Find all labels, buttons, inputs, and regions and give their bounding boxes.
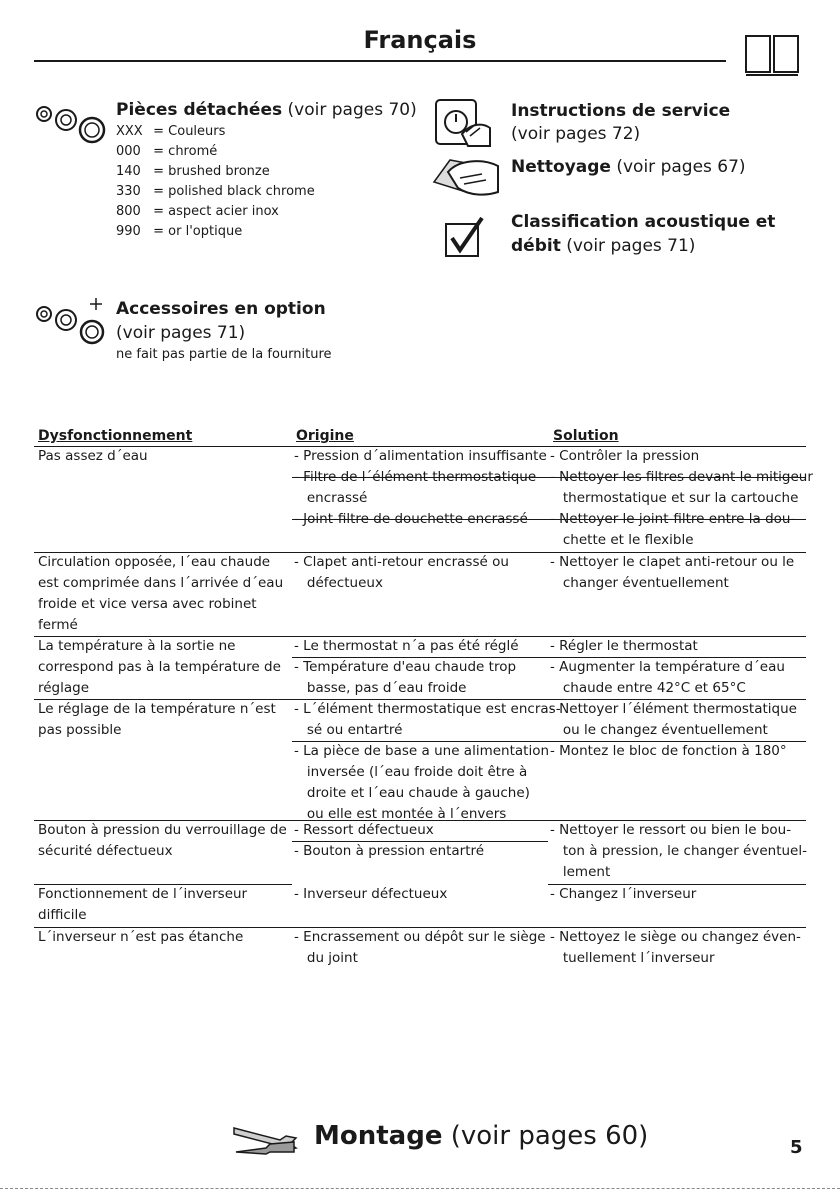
spare-parts-ref: (voir pages 70): [282, 100, 417, 120]
table-cell-line: - Température d'eau chaude trop: [294, 659, 517, 675]
table-cell-line: - Nettoyer le clapet anti-retour ou le: [550, 554, 795, 570]
table-cell-line: du joint: [294, 950, 358, 966]
table-cell: [38, 446, 288, 467]
montage-title: Montage: [314, 1121, 443, 1151]
table-cell-line: défectueux: [294, 575, 383, 591]
table-cell: [550, 509, 806, 551]
table-cell: [38, 820, 288, 862]
table-cell-line: ou elle est montée à l´envers: [294, 806, 507, 822]
table-cell-line: encrassé: [294, 490, 368, 506]
spare-parts-heading: [116, 100, 417, 120]
table-cell-line: - Nettoyer les filtres devant le mitigeur: [550, 469, 813, 485]
table-cell-line: - Augmenter la température d´eau: [550, 659, 785, 675]
accessories-icon: [34, 296, 106, 346]
row-divider: [34, 927, 806, 928]
table-cell: [38, 699, 288, 741]
table-cell: [550, 884, 806, 905]
table-cell: [550, 552, 806, 594]
table-cell: [550, 657, 806, 699]
row-divider: [34, 552, 806, 553]
table-cell: [294, 657, 548, 699]
spare-parts-title: Pièces détachées: [116, 100, 283, 120]
row-divider: [292, 657, 806, 658]
service-ref: (voir pages 72): [511, 124, 641, 144]
table-cell: [550, 446, 806, 467]
table-cell-line: est comprimée dans l´arrivée d´eau: [38, 575, 284, 591]
table-cell-line: tuellement l´inverseur: [550, 950, 715, 966]
table-cell-line: Fonctionnement de l´inverseur: [38, 886, 248, 902]
row-divider: [34, 699, 806, 700]
table-cell-line: ton à pression, le changer éventuel-: [550, 843, 807, 859]
tools-icon: [230, 1118, 302, 1162]
table-cell-line: changer éventuellement: [550, 575, 729, 591]
spare-parts-list: [116, 122, 315, 242]
checkmark-icon: [444, 216, 486, 260]
table-cell-line: - Nettoyez le siège ou changez éven-: [550, 929, 801, 945]
table-cell-line: correspond pas à la température de: [38, 659, 281, 675]
table-cell-line: droite et l´eau chaude à gauche): [294, 785, 530, 801]
list-item: 000 = chromé: [116, 144, 218, 159]
table-cell-line: chette et le flexible: [550, 532, 694, 548]
row-divider: [34, 820, 806, 821]
service-instructions-icon: [432, 94, 494, 150]
table-cell: [294, 927, 548, 969]
table-cell-line: - Changez l´inverseur: [550, 886, 697, 902]
montage-heading: [314, 1121, 648, 1151]
table-cell: [294, 446, 548, 467]
table-cell: [550, 927, 806, 969]
row-divider: [292, 477, 806, 478]
service-title: Instructions de service: [511, 101, 731, 121]
table-cell: [294, 841, 548, 862]
cleaning-heading: [511, 157, 746, 177]
table-cell: [550, 699, 806, 741]
table-cell: [550, 820, 806, 883]
table-cell-line: basse, pas d´eau froide: [294, 680, 467, 696]
column-header-solution: Solution: [553, 428, 619, 444]
table-cell-line: chaude entre 42°C et 65°C: [550, 680, 746, 696]
table-cell-line: - Joint-filtre de douchette encrassé: [294, 511, 528, 527]
row-divider: [292, 841, 548, 842]
list-item: 800 = aspect acier inox: [116, 204, 279, 219]
title-rule: [34, 60, 726, 62]
page-number: 5: [790, 1137, 803, 1158]
table-cell-line: réglage: [38, 680, 90, 696]
montage-ref: (voir pages 60): [442, 1121, 649, 1151]
table-cell: [294, 884, 548, 905]
cleaning-title: Nettoyage: [511, 157, 611, 177]
table-cell-line: - Nettoyer l´élément thermostatique: [550, 701, 797, 717]
table-cell: [294, 820, 548, 841]
row-divider: [548, 884, 806, 885]
table-cell-line: thermostatique et sur la cartouche: [550, 490, 799, 506]
list-item: 330 = polished black chrome: [116, 184, 315, 199]
table-cell-line: - L´élément thermostatique est encras-: [294, 701, 561, 717]
table-cell-line: - Le thermostat n´a pas été réglé: [294, 638, 519, 654]
table-cell-line: - Ressort défectueux: [294, 822, 434, 838]
row-divider: [34, 884, 292, 885]
table-cell-line: La température à la sortie ne: [38, 638, 236, 654]
cleaning-ref: (voir pages 67): [610, 157, 746, 177]
table-cell-line: - La pièce de base a une alimentation: [294, 743, 550, 759]
list-item: 140 = brushed bronze: [116, 164, 270, 179]
table-cell-line: sé ou entartré: [294, 722, 403, 738]
accessories-note: ne fait pas partie de la fourniture: [116, 347, 332, 362]
page-edge-rule: [0, 1188, 840, 1189]
table-cell-line: ou le changez éventuellement: [550, 722, 768, 738]
table-cell-line: - Contrôler la pression: [550, 448, 700, 464]
table-cell-line: Bouton à pression du verrouillage de: [38, 822, 287, 838]
table-cell-line: Le réglage de la température n´est: [38, 701, 276, 717]
table-cell: [294, 699, 561, 741]
acoustic-title-line2: débit: [511, 236, 561, 256]
table-cell-line: - Encrassement ou dépôt sur le siège: [294, 929, 546, 945]
table-cell-line: inversée (l´eau froide doit être à: [294, 764, 528, 780]
column-header-malfunction: Dysfonctionnement: [38, 428, 193, 444]
table-cell: [294, 467, 548, 509]
acoustic-ref: (voir pages 71): [560, 236, 696, 256]
accessories-ref: (voir pages 71): [116, 323, 246, 343]
table-cell-line: - Clapet anti-retour encrassé ou: [294, 554, 509, 570]
table-cell-line: pas possible: [38, 722, 122, 738]
table-cell-line: lement: [550, 864, 611, 880]
table-cell-line: sécurité défectueux: [38, 843, 173, 859]
table-cell-line: - Bouton à pression entartré: [294, 843, 485, 859]
table-cell-line: - Pression d´alimentation insuffisante: [294, 448, 547, 464]
cleaning-icon: [430, 152, 502, 200]
table-cell-line: - Nettoyer le ressort ou bien le bou-: [550, 822, 792, 838]
table-cell-line: - Nettoyer le joint-filtre entre la dou-: [550, 511, 796, 527]
table-cell: [294, 636, 548, 657]
table-cell: [38, 884, 288, 926]
acoustic-title-line1: Classification acoustique et: [511, 212, 776, 232]
table-cell: [550, 636, 806, 657]
montage-section: [230, 1118, 650, 1162]
row-divider: [292, 519, 806, 520]
table-cell-line: L´inverseur n´est pas étanche: [38, 929, 244, 945]
spare-parts-icon: [34, 98, 106, 146]
table-cell-line: difficile: [38, 907, 87, 923]
table-cell-line: Pas assez d´eau: [38, 448, 148, 464]
table-cell-line: Circulation opposée, l´eau chaude: [38, 554, 271, 570]
table-cell-line: - Régler le thermostat: [550, 638, 698, 654]
table-cell-line: - Montez le bloc de fonction à 180°: [550, 743, 787, 759]
page-title: Français: [363, 26, 477, 54]
table-cell-line: - Filtre de l´élément thermostatique: [294, 469, 537, 485]
list-item: 990 = or l'optique: [116, 224, 243, 239]
table-cell-line: fermé: [38, 617, 78, 633]
column-header-cause: Origine: [296, 428, 354, 444]
accessories-title: Accessoires en option: [116, 299, 326, 319]
table-cell-line: - Inverseur défectueux: [294, 886, 448, 902]
list-item: XXX = Couleurs: [116, 124, 226, 139]
row-divider: [34, 636, 806, 637]
row-divider: [292, 741, 806, 742]
table-cell: [550, 467, 813, 509]
book-icon: [744, 34, 800, 78]
table-cell: [550, 741, 806, 762]
table-cell-line: froide et vice versa avec robinet: [38, 596, 257, 612]
table-cell: [294, 741, 548, 825]
table-cell: [38, 927, 288, 948]
table-cell: [294, 552, 548, 594]
table-cell: [38, 552, 288, 636]
table-cell: [38, 636, 288, 699]
acoustic-heading-line2: [511, 236, 695, 256]
